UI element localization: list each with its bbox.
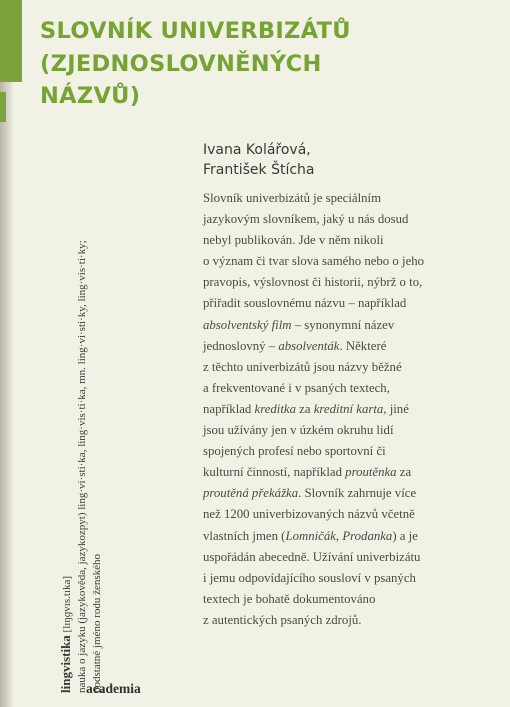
accent-bar <box>0 0 22 82</box>
authors <box>203 140 315 180</box>
blurb-text: za <box>396 465 412 480</box>
author-1: Ivana Kolářová, <box>203 142 311 158</box>
blurb-text: za <box>295 401 314 416</box>
example-term: absolventák <box>278 338 340 353</box>
blurb-line: uspořádán abecedně. Užívání univerbizátu <box>203 549 421 564</box>
definition-headword-line <box>58 223 75 693</box>
blurb-line: i jemu odpovídajícího sousloví v psaných <box>203 570 416 585</box>
blurb-line: a frekventované i v psaných textech, <box>203 380 390 395</box>
example-term: proutěná překážka <box>203 486 299 501</box>
blurb-line <box>203 483 458 504</box>
blurb-line: textech je bohatě dokumentováno <box>203 591 376 606</box>
title-line-1: SLOVNÍK UNIVERBIZÁTŮ <box>40 18 351 44</box>
blurb-text: kulturní činností, například <box>203 465 346 480</box>
example-term: Lomničák, Prodanka <box>285 528 393 543</box>
blurb-line: jsou užívány jen v úzkém okruhu lidí <box>203 423 394 438</box>
blurb-text: . Slovník zahrnuje více <box>298 486 417 501</box>
blurb-line: jazykovým slovníkem, jaký u nás dosud <box>203 212 409 227</box>
blurb-text: vlastních jmen ( <box>203 528 286 543</box>
blurb-text: ) a je <box>392 528 418 543</box>
blurb-line: z těchto univerbizátů jsou názvy běžné <box>203 359 402 374</box>
title-line-2: (ZJEDNOSLOVNĚNÝCH <box>40 50 322 77</box>
blurb-line <box>203 336 458 357</box>
blurb-text: . Některé <box>339 338 387 353</box>
blurb-line: spojených profesí nebo sportovní či <box>203 444 386 459</box>
blurb-line: přiřadit souslovnému názvu – například <box>203 296 407 311</box>
author-2: František Štícha <box>203 162 315 178</box>
blurb-line: pravopis, výslovnost či historii, nýbrž o to, <box>203 275 423 290</box>
blurb <box>203 188 458 631</box>
blurb-line: než 1200 univerbizovaných názvů včetně <box>203 507 415 522</box>
blurb-line: z autentických psaných zdrojů. <box>203 612 362 627</box>
blurb-text: jednoslovný – <box>203 338 279 353</box>
example-term: absolventský film <box>203 317 292 332</box>
publisher-logo: academia <box>86 681 141 696</box>
blurb-line: Slovník univerbizátů je speciálním <box>203 191 382 205</box>
blurb-text: například <box>203 401 255 416</box>
example-term: kreditka <box>254 401 296 416</box>
blurb-text: – synonymní název <box>291 317 395 332</box>
blurb-line <box>203 315 458 336</box>
blurb-line: nebyl publikován. Jde v něm nikoli <box>203 233 384 248</box>
blurb-line <box>203 526 458 547</box>
example-term: proutěnka <box>345 465 397 480</box>
dictionary-definition <box>58 223 105 693</box>
book-title <box>40 15 470 113</box>
definition-line: podstatné jméno rodu ženského <box>91 554 103 693</box>
definition-term: lingvistika <box>58 635 73 693</box>
accent-bar-lower <box>0 92 6 122</box>
title-line-3: NÁZVŮ) <box>40 83 141 109</box>
example-term: kreditní karta <box>313 401 384 416</box>
blurb-line <box>203 462 458 483</box>
blurb-text: , jiné <box>383 401 409 416</box>
blurb-line <box>203 399 458 420</box>
definition-line: nauka o jazyku (jazykověda, jazykozpyt) ling·vi·sti·ka, ling·vis·ti·ka, mn. ling·vi·sti·ky, ling·vis·ti·ky; <box>76 240 88 693</box>
blurb-line: o význam či tvar slova samého nebo o jeho <box>203 254 425 269</box>
definition-pronunciation: [lɪŋɡvɪs.tɪka] <box>61 575 73 636</box>
